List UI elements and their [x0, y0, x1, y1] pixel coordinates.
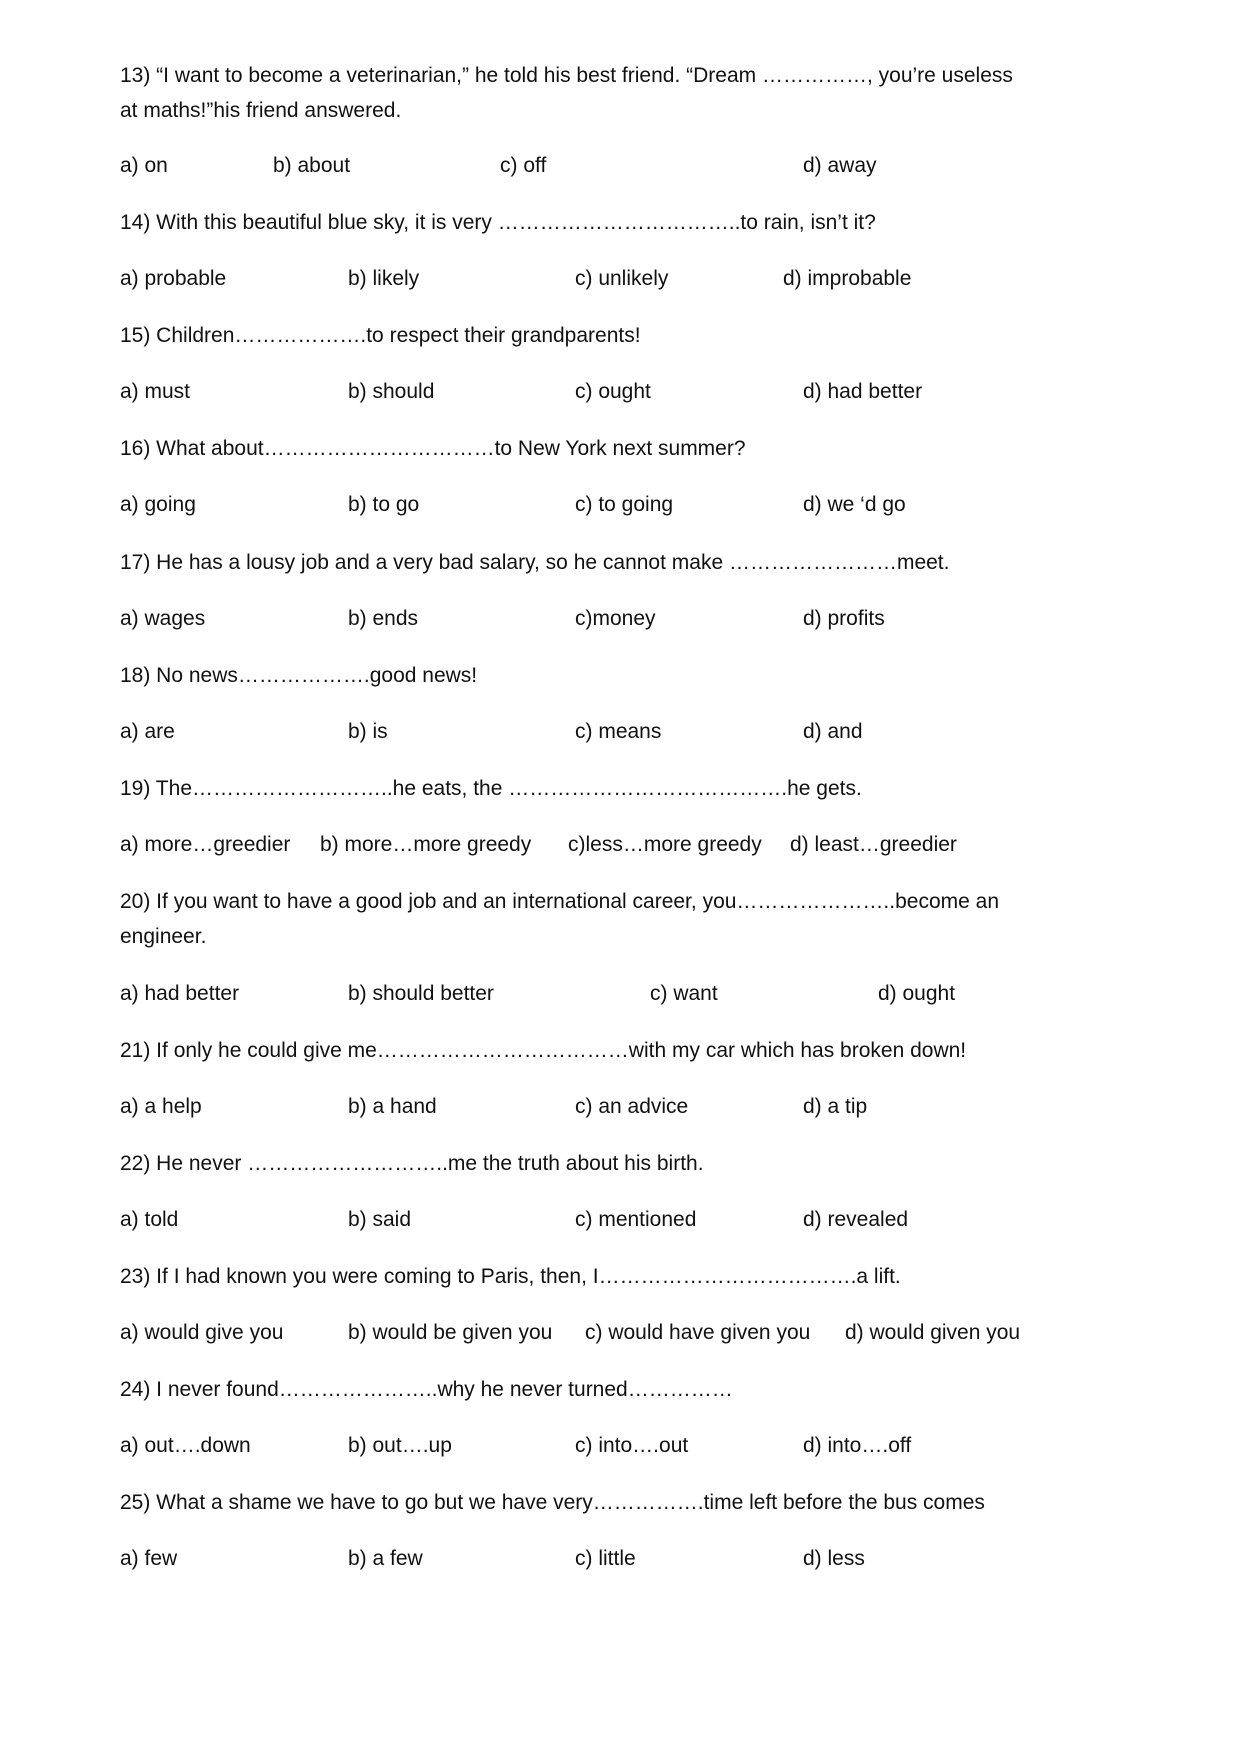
question-13-prompt-line-2: at maths!”his friend answered. — [120, 99, 402, 122]
question-16-prompt: 16) What about……………………………to New York next summer? — [120, 437, 746, 460]
question-24-prompt: 24) I never found…………………..why he never turned…………… — [120, 1378, 733, 1401]
question-15-option-a: a) must — [120, 380, 191, 403]
question-16-option-d: d) we ‘d go — [803, 493, 906, 516]
question-14-option-c: c) unlikely — [575, 267, 669, 290]
question-14-option-d: d) improbable — [783, 267, 912, 290]
question-16-option-a: a) going — [120, 493, 196, 516]
question-20-option-a: a) had better — [120, 982, 240, 1005]
question-22-prompt: 22) He never ………………………..me the truth about his birth. — [120, 1152, 704, 1175]
question-25-option-b: b) a few — [348, 1547, 423, 1570]
question-20-option-c: c) want — [650, 982, 718, 1005]
question-22-option-c: c) mentioned — [575, 1208, 697, 1231]
question-23-option-b: b) would be given you — [348, 1321, 553, 1344]
question-17-prompt: 17) He has a lousy job and a very bad salary, so he cannot make ……………………meet. — [120, 551, 950, 574]
question-20-prompt-line-1: 20) If you want to have a good job and an international career, you…………………..become an — [120, 890, 999, 913]
question-13-prompt-line-1: 13) “I want to become a veterinarian,” he told his best friend. “Dream ……………, you’re useless — [120, 64, 1013, 87]
question-19-option-a: a) more…greedier — [120, 833, 291, 856]
question-21-option-d: d) a tip — [803, 1095, 868, 1118]
question-14-option-b: b) likely — [348, 267, 420, 290]
question-15-option-d: d) had better — [803, 380, 923, 403]
question-21-option-b: b) a hand — [348, 1095, 437, 1118]
question-25-option-c: c) little — [575, 1547, 636, 1570]
question-15-prompt: 15) Children……………….to respect their grandparents! — [120, 324, 641, 347]
question-13-option-a: a) on — [120, 154, 168, 177]
question-24-option-a: a) out….down — [120, 1434, 251, 1457]
question-20-prompt-line-2: engineer. — [120, 925, 207, 948]
question-25-prompt: 25) What a shame we have to go but we have very…………….time left before the bus comes — [120, 1491, 985, 1514]
question-23-option-d: d) would given you — [845, 1321, 1021, 1344]
question-22-option-a: a) told — [120, 1208, 179, 1231]
question-19-prompt: 19) The………………………..he eats, the ………………………………….he gets. — [120, 777, 862, 800]
question-17-option-c: c)money — [575, 607, 656, 630]
question-13-option-d: d) away — [803, 154, 877, 177]
question-21-option-a: a) a help — [120, 1095, 202, 1118]
question-24-option-d: d) into….off — [803, 1434, 912, 1457]
question-13-option-c: c) off — [500, 154, 547, 177]
question-23-option-a: a) would give you — [120, 1321, 284, 1344]
question-25-option-a: a) few — [120, 1547, 178, 1570]
question-23-prompt: 23) If I had known you were coming to Paris, then, I……………………………….a lift. — [120, 1265, 901, 1288]
question-15-option-c: c) ought — [575, 380, 651, 403]
question-18-option-b: b) is — [348, 720, 388, 743]
question-21-option-c: c) an advice — [575, 1095, 689, 1118]
question-16-option-b: b) to go — [348, 493, 420, 516]
question-15-option-b: b) should — [348, 380, 435, 403]
question-17-option-d: d) profits — [803, 607, 885, 630]
question-19-option-c: c)less…more greedy — [568, 833, 762, 856]
question-23-option-c: c) would have given you — [585, 1321, 811, 1344]
question-18-option-a: a) are — [120, 720, 175, 743]
question-16-option-c: c) to going — [575, 493, 674, 516]
question-19-option-b: b) more…more greedy — [320, 833, 532, 856]
question-22-option-d: d) revealed — [803, 1208, 909, 1231]
question-25-option-d: d) less — [803, 1547, 865, 1570]
question-21-prompt: 21) If only he could give me………………………………with my car which has broken down! — [120, 1039, 967, 1062]
question-14-prompt: 14) With this beautiful blue sky, it is very ……………………………..to rain, isn’t it? — [120, 211, 876, 234]
question-20-option-d: d) ought — [878, 982, 956, 1005]
question-22-option-b: b) said — [348, 1208, 412, 1231]
question-13-option-b: b) about — [273, 154, 351, 177]
question-19-option-d: d) least…greedier — [790, 833, 957, 856]
question-20-option-b: b) should better — [348, 982, 494, 1005]
question-18-prompt: 18) No news……………….good news! — [120, 664, 478, 687]
question-18-option-c: c) means — [575, 720, 662, 743]
question-24-option-c: c) into….out — [575, 1434, 689, 1457]
question-14-option-a: a) probable — [120, 267, 227, 290]
question-17-option-b: b) ends — [348, 607, 419, 630]
question-24-option-b: b) out….up — [348, 1434, 452, 1457]
question-18-option-d: d) and — [803, 720, 863, 743]
question-17-option-a: a) wages — [120, 607, 206, 630]
